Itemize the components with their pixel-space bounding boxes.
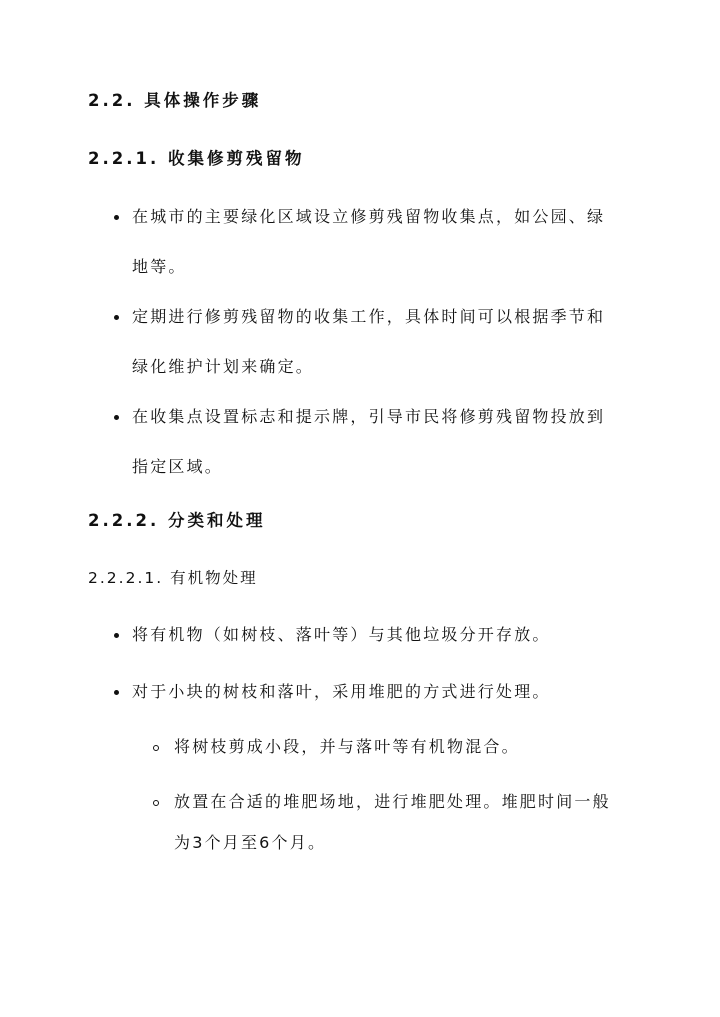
- list-item-organic-1: 将有机物（如树枝、落叶等）与其他垃圾分开存放。: [132, 625, 551, 644]
- bullet-dot: [114, 690, 119, 695]
- list-item-collect-2-line1: 定期进行修剪残留物的收集工作，具体时间可以根据季节和: [132, 307, 606, 326]
- section-heading-2-2: 2.2. 具体操作步骤: [88, 91, 262, 110]
- bullet-dot: [114, 315, 119, 320]
- bullet-dot: [114, 415, 119, 420]
- section-heading-2-2-2: 2.2.2. 分类和处理: [88, 511, 266, 530]
- section-heading-2-2-2-1: 2.2.2.1. 有机物处理: [88, 569, 258, 587]
- sub-bullet-circle: [153, 745, 159, 751]
- list-item-collect-1-line1: 在城市的主要绿化区域设立修剪残留物收集点，如公园、绿: [132, 207, 606, 226]
- list-item-collect-1-line2: 地等。: [132, 257, 187, 276]
- section-heading-2-2-1: 2.2.1. 收集修剪残留物: [88, 149, 305, 168]
- list-item-collect-2-line2: 绿化维护计划来确定。: [132, 357, 315, 376]
- sub-list-item-compost-2-line1: 放置在合适的堆肥场地，进行堆肥处理。堆肥时间一般: [174, 792, 611, 811]
- list-item-collect-3-line1: 在收集点设置标志和提示牌，引导市民将修剪残留物投放到: [132, 407, 606, 426]
- sub-list-item-compost-2-line2: 为3个月至6个月。: [174, 833, 327, 852]
- bullet-dot: [114, 215, 119, 220]
- list-item-collect-3-line2: 指定区域。: [132, 457, 224, 476]
- sub-list-item-compost-1: 将树枝剪成小段，并与落叶等有机物混合。: [174, 737, 520, 756]
- sub-bullet-circle: [153, 800, 159, 806]
- bullet-dot: [114, 633, 119, 638]
- list-item-organic-2: 对于小块的树枝和落叶，采用堆肥的方式进行处理。: [132, 682, 551, 701]
